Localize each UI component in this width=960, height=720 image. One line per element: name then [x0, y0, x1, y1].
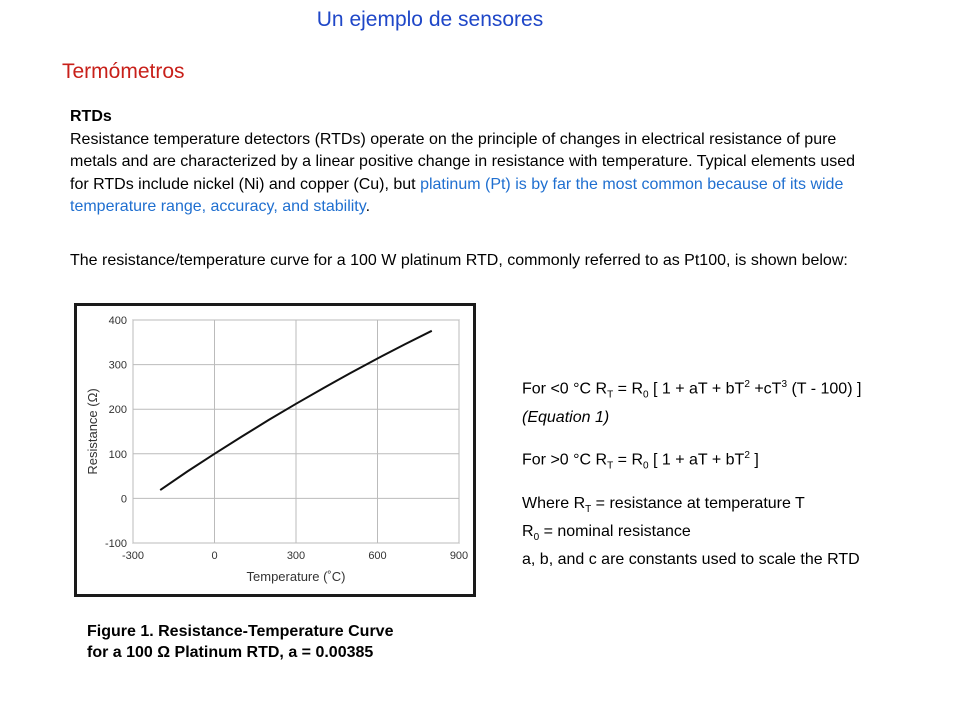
- figure-caption: [87, 621, 393, 663]
- rtd-highlight-text: platinum (Pt) is by far the most common because of its wide temperature range, accuracy, and stability: [70, 175, 844, 215]
- x-tick-label: 300: [286, 550, 306, 562]
- definition-r0: $R_0$ = nominal resistance: [522, 523, 691, 544]
- section-title: Termómetros: [62, 60, 185, 83]
- y-tick-label: 100: [108, 448, 127, 461]
- x-tick-label: 900: [449, 550, 469, 562]
- equation-note: (Equation 1): [522, 408, 610, 426]
- x-axis-label: Temperature (˚C): [246, 569, 346, 584]
- x-tick-label: -300: [121, 550, 145, 562]
- y-axis-label: Resistance (Ω): [85, 388, 100, 475]
- x-tick-label: 600: [368, 550, 387, 562]
- x-tick-label: 0: [211, 550, 218, 562]
- rtd-body-text: Resistance temperature detectors (RTDs) operate on the principle of changes in electrical resistance of pure metals and are characterized by a linear positive change in resistance with temperature. Typical elements used for RTDs include nickel (Ni) and copper (Cu), but: [70, 130, 856, 193]
- y-tick-label: 400: [108, 315, 127, 327]
- rtd-description: [70, 106, 870, 219]
- rtd-paragraph: [70, 129, 870, 219]
- chart-svg: [77, 306, 473, 594]
- y-tick-label: -100: [104, 538, 127, 550]
- definition-rt: Where $R_T$ = resistance at temperature T: [522, 495, 805, 516]
- rtd-heading: RTDs: [70, 108, 112, 125]
- curve-intro-text: The resistance/temperature curve for a 100 W platinum RTD, commonly referred to as Pt100, is shown below:: [70, 252, 848, 269]
- page-title: Un ejemplo de sensores: [316, 8, 544, 31]
- equation-above-zero: For >0 °C $R_T = R_0$ [ 1 + aT + $bT^2$ ]: [522, 449, 759, 472]
- equation-below-zero: For <0 °C $R_T = R_0$ [ 1 + aT + $bT^2 +cT^3$ (T - 100) ]: [522, 379, 862, 401]
- caption-line-1: Figure 1. Resistance-Temperature Curve: [87, 623, 394, 640]
- y-tick-label: 0: [120, 493, 127, 506]
- definition-constants: a, b, and c are constants used to scale the RTD: [522, 551, 860, 569]
- equations-block: [522, 374, 861, 571]
- caption-line-2: for a 100 Ω Platinum RTD, a = 0.00385: [87, 644, 374, 661]
- y-tick-label: 200: [108, 404, 127, 417]
- y-tick-label: 300: [108, 359, 127, 372]
- rtd-body-end: .: [365, 198, 371, 215]
- resistance-temperature-chart: [74, 303, 476, 597]
